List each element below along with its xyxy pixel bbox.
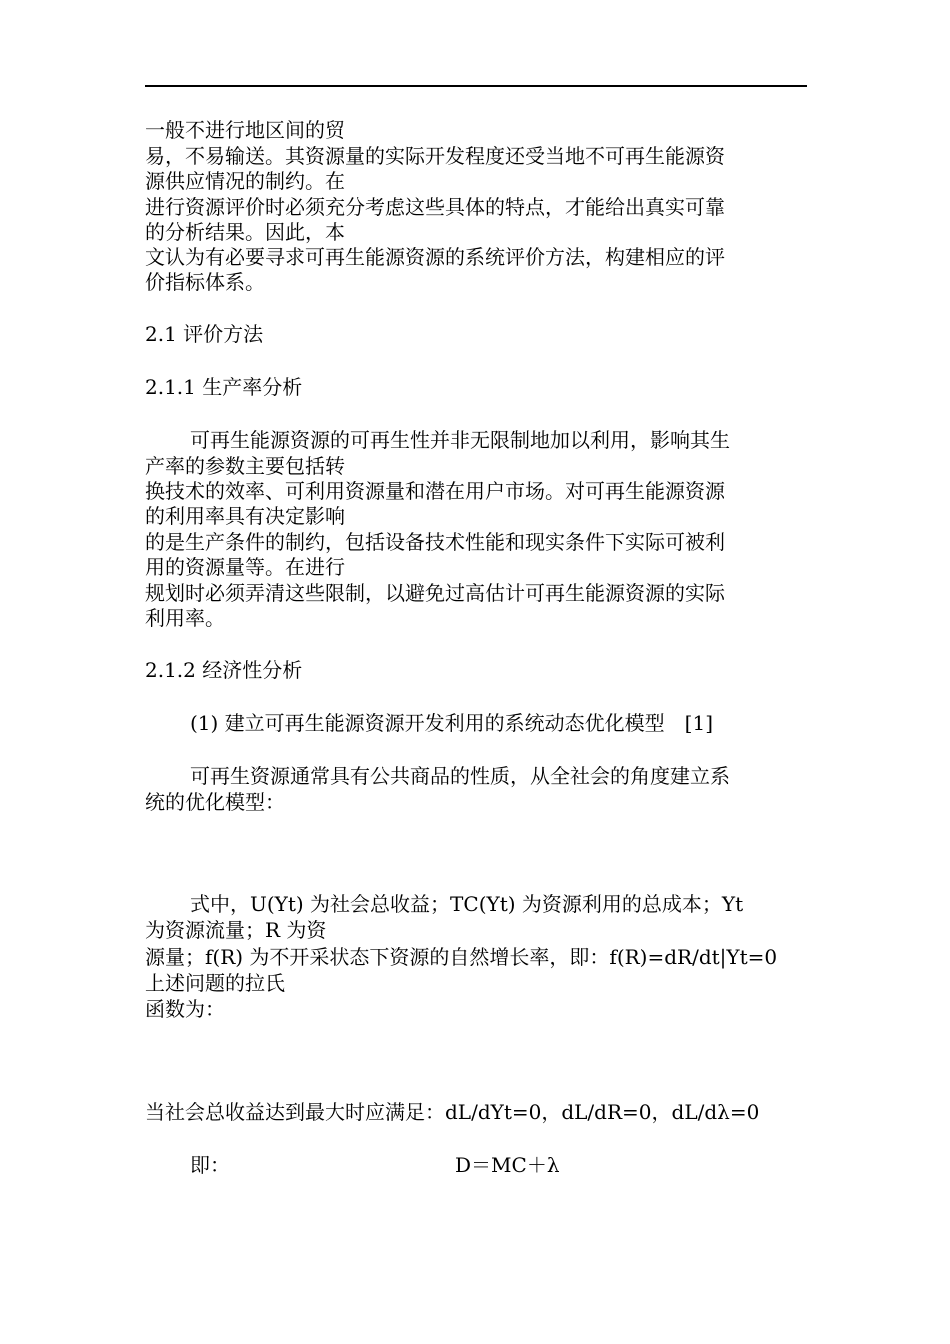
text-line-1: 一般不进行地区间的贸 (145, 118, 345, 142)
text-line-7: 价指标体系。 (145, 270, 265, 294)
text-line-23: 为资源流量；R 为资 (145, 918, 327, 942)
text-line-22: 式中，U(Yt) 为社会总收益；TC(Yt) 为资源利用的总成本；Yt (190, 892, 744, 916)
text-line-21: 统的优化模型： (145, 790, 285, 814)
text-line-17: 利用率。 (145, 606, 225, 630)
text-line-3: 源供应情况的制约。在 (145, 169, 345, 193)
text-line-26: 函数为： (145, 997, 225, 1021)
text-line-12: 换技术的效率、可利用资源量和潜在用户市场。对可再生能源资源 (145, 479, 725, 503)
text-line-25: 上述问题的拉氏 (145, 971, 285, 995)
text-line-16: 规划时必须弄清这些限制，以避免过高估计可再生能源资源的实际 (145, 581, 725, 605)
text-line-13: 的利用率具有决定影响 (145, 504, 345, 528)
text-line-6: 文认为有必要寻求可再生能源资源的系统评价方法，构建相应的评 (145, 245, 725, 269)
equation-d-mc-lambda: D＝MC＋λ (455, 1153, 560, 1177)
text-line-15: 用的资源量等。在进行 (145, 555, 345, 579)
subheading-model: (1) 建立可再生能源资源开发利用的系统动态优化模型 [1] (190, 711, 714, 735)
section-heading-2-1-2: 2.1.2 经济性分析 (145, 658, 303, 682)
section-heading-2-1: 2.1 评价方法 (145, 322, 264, 346)
text-line-10: 可再生能源资源的可再生性并非无限制地加以利用，影响其生 (190, 428, 730, 452)
section-heading-2-1-1: 2.1.1 生产率分析 (145, 375, 303, 399)
text-line-5: 的分析结果。因此，本 (145, 220, 345, 244)
text-line-11: 产率的参数主要包括转 (145, 454, 345, 478)
text-line-28: 即： (190, 1153, 230, 1177)
text-line-27: 当社会总收益达到最大时应满足：dL/dYt=0，dL/dR=0，dL/dλ=0 (145, 1100, 760, 1124)
text-line-2: 易，不易输送。其资源量的实际开发程度还受当地不可再生能源资 (145, 144, 725, 168)
text-line-20: 可再生资源通常具有公共商品的性质，从全社会的角度建立系 (190, 764, 730, 788)
text-line-4: 进行资源评价时必须充分考虑这些具体的特点，才能给出真实可靠 (145, 195, 725, 219)
text-line-14: 的是生产条件的制约，包括设备技术性能和现实条件下实际可被利 (145, 530, 725, 554)
header-rule (145, 85, 807, 87)
text-line-24: 源量；f(R) 为不开采状态下资源的自然增长率，即：f(R)=dR/dt|Yt=0 (145, 945, 778, 969)
